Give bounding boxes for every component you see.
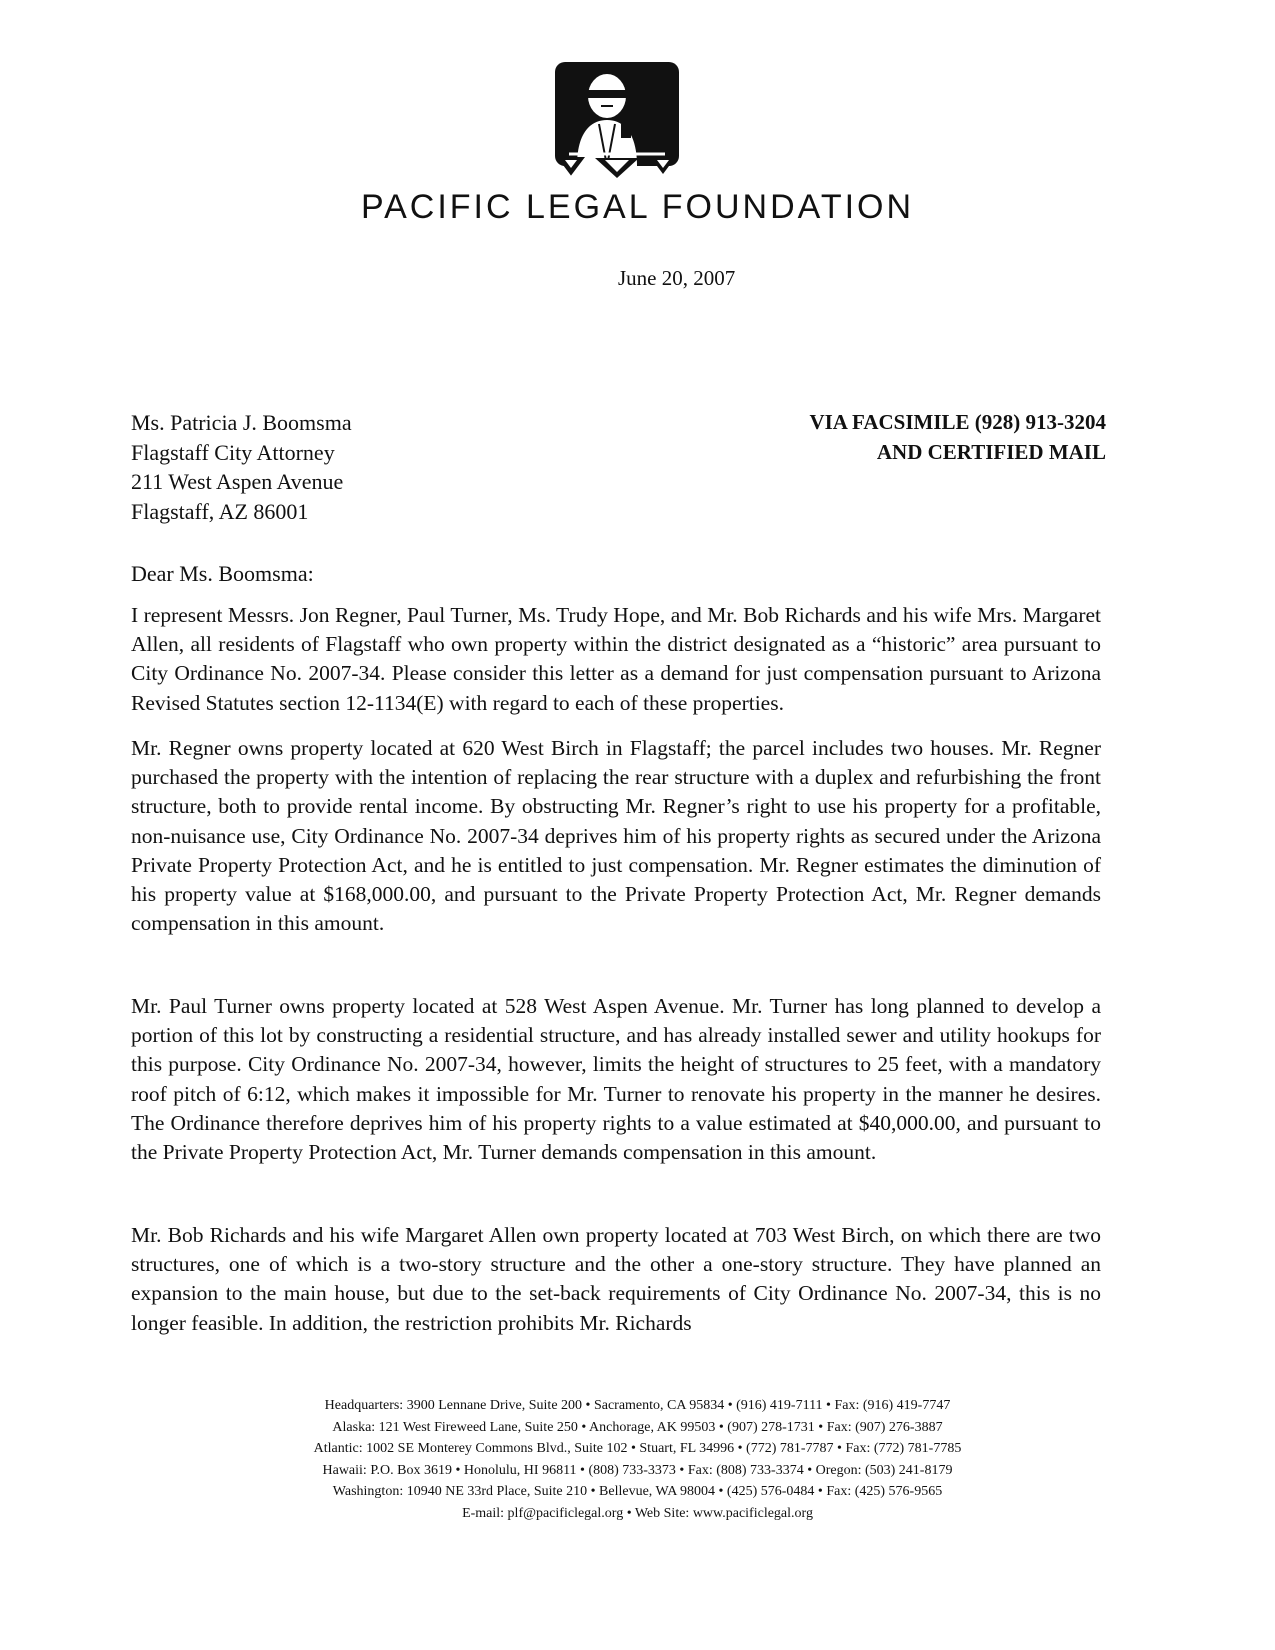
- recipient-address: [131, 408, 352, 526]
- body-paragraph: Mr. Bob Richards and his wife Margaret Allen own property located at 703 West Birch, on which there are two structures, one of which is a two-story structure and the other a one-story structure. They have planned an expansion to the main house, but due to the set-back requirements of City Ordinance No. 2007-34, this is no longer feasible. In addition, the restriction prohibits Mr. Richards: [131, 1223, 1101, 1335]
- body-paragraph: I represent Messrs. Jon Regner, Paul Turner, Ms. Trudy Hope, and Mr. Bob Richards and his wife Mrs. Margaret Allen, all residents of Flagstaff who own property within the district designated as a “historic” area pursuant to City Ordinance No. 2007-34. Please consider this letter as a demand for just compensation pursuant to Arizona Revised Statutes section 12-1134(E) with regard to each of these properties.: [131, 603, 1101, 715]
- footer-line: E-mail: plf@pacificlegal.org • Web Site: www.pacificlegal.org: [462, 1505, 813, 1521]
- footer-line: Washington: 10940 NE 33rd Place, Suite 210 • Bellevue, WA 98004 • (425) 576-0484 • Fax: (425) 576-9565: [332, 1484, 943, 1499]
- delivery-line-fax: VIA FACSIMILE (928) 913-3204: [809, 410, 1106, 434]
- footer-line: Headquarters: 3900 Lennane Drive, Suite 200 • Sacramento, CA 95834 • (916) 419-7111 • Fax: (916) 419-7747: [324, 1398, 951, 1413]
- delivery-method: [809, 408, 1106, 467]
- delivery-line-mail: AND CERTIFIED MAIL: [876, 439, 1106, 464]
- salutation: Dear Ms. Boomsma:: [131, 561, 314, 586]
- organization-name: PACIFIC LEGAL FOUNDATION: [360, 188, 915, 226]
- footer-line: Alaska: 121 West Fireweed Lane, Suite 250 • Anchorage, AK 99503 • (907) 278-1731 • Fax: (907) 276-3887: [332, 1419, 943, 1435]
- footer-contact-info: [0, 1395, 1275, 1524]
- footer-line: Atlantic: 1002 SE Monterey Commons Blvd., Suite 102 • Stuart, FL 34996 • (772) 781-7787 • Fax: (772) 781-7785: [313, 1441, 962, 1456]
- body-paragraph: Mr. Regner owns property located at 620 West Birch in Flagstaff; the parcel includes two houses. Mr. Regner purchased the property with the intention of replacing the rear structure with a duplex and refurbishing the front structure, both to provide rental income. By obstructing Mr. Regner’s right to use his property for a profitable, non-nuisance use, City Ordinance No. 2007-34 deprives him of his property rights as secured under the Arizona Private Property Protection Act, and he is entitled to just compensation. Mr. Regner estimates the diminution of his property value at $168,000.00, and pursuant to the Private Property Protection Act, Mr. Regner demands compensation in this amount.: [131, 736, 1101, 936]
- footer-line: Hawaii: P.O. Box 3619 • Honolulu, HI 96811 • (808) 733-3373 • Fax: (808) 733-3374 • Oregon: (503) 241-8179: [322, 1462, 953, 1478]
- recipient-name: Ms. Patricia J. Boomsma: [131, 410, 352, 435]
- recipient-title: Flagstaff City Attorney: [131, 439, 335, 465]
- recipient-street: 211 West Aspen Avenue: [131, 469, 344, 494]
- scales-of-justice-logo-icon: [555, 62, 679, 180]
- letter-date: June 20, 2007: [618, 266, 736, 290]
- recipient-city: Flagstaff, AZ 86001: [131, 498, 309, 524]
- body-paragraph: Mr. Paul Turner owns property located at 528 West Aspen Avenue. Mr. Turner has long planned to develop a portion of this lot by constructing a residential structure, and has already installed sewer and utility hookups for this purpose. City Ordinance No. 2007-34, however, limits the height of structures to 25 feet, with a mandatory roof pitch of 6:12, which makes it impossible for Mr. Turner to renovate his property in the manner he desires. The Ordinance therefore deprives him of his property rights to a value estimated at $40,000.00, and pursuant to the Private Property Protection Act, Mr. Turner demands compensation in this amount.: [131, 994, 1101, 1165]
